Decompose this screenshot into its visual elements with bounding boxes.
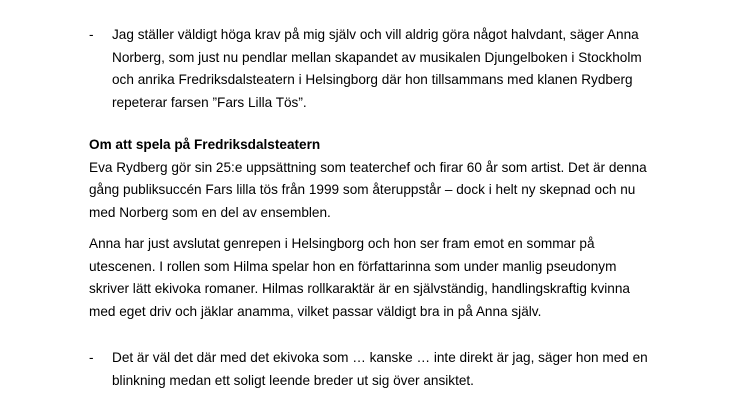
quote-2-line: blinkning medan ett soligt leende breder ut sig över ansiktet. [112,372,474,388]
quote-1-line: repeterar farsen ”Fars Lilla Tös”. [112,94,307,110]
paragraph-1-line: med Norberg som en del av ensemblen. [89,204,331,220]
quote-2 [89,347,689,392]
paragraph-1-line: gång publiksuccén Fars lilla tös från 1999 som återuppstår – dock i helt ny skepnad och nu [89,182,636,198]
quote-1-line: och anrika Fredriksdalsteatern i Helsingborg där hon tillsammans med klanen Rydberg [112,72,633,88]
paragraph-2-line: skriver lätt ekivoka romaner. Hilmas rollkaraktär är en självständig, handlingskraftig kvinna [89,281,630,297]
section [89,134,689,224]
paragraph-2 [89,233,689,323]
quote-1-text: Jag ställer väldigt höga krav på mig själv och vill aldrig göra något halvdant, säger Anna [112,27,639,42]
dash-bullet: - [89,350,94,365]
quote-1-line [89,24,689,47]
quote-2-line [89,347,689,370]
dash-bullet: - [89,27,94,42]
quote-1-line: Norberg, som just nu pendlar mellan skapandet av musikalen Djungelboken i Stockholm [112,49,642,65]
paragraph-2-line: utescenen. I rollen som Hilma spelar hon en författarinna som under manlig pseudonym [89,258,617,274]
quote-2-text: Det är väl det där med det ekivoka som … kanske … inte direkt är jag, säger hon med en [112,350,648,365]
section-heading: Om att spela på Fredriksdalsteatern [89,137,321,152]
quote-1 [89,24,689,114]
paragraph-2-line: med eget driv och jäklar anamma, vilket passar väldigt bra in på Anna själv. [89,303,542,319]
paragraph-2-line: Anna har just avslutat genrepen i Helsingborg och hon ser fram emot en sommar på [89,236,595,251]
paragraph-1-line: Eva Rydberg gör sin 25:e uppsättning som teaterchef och firar 60 år som artist. Det är denna [89,159,647,175]
